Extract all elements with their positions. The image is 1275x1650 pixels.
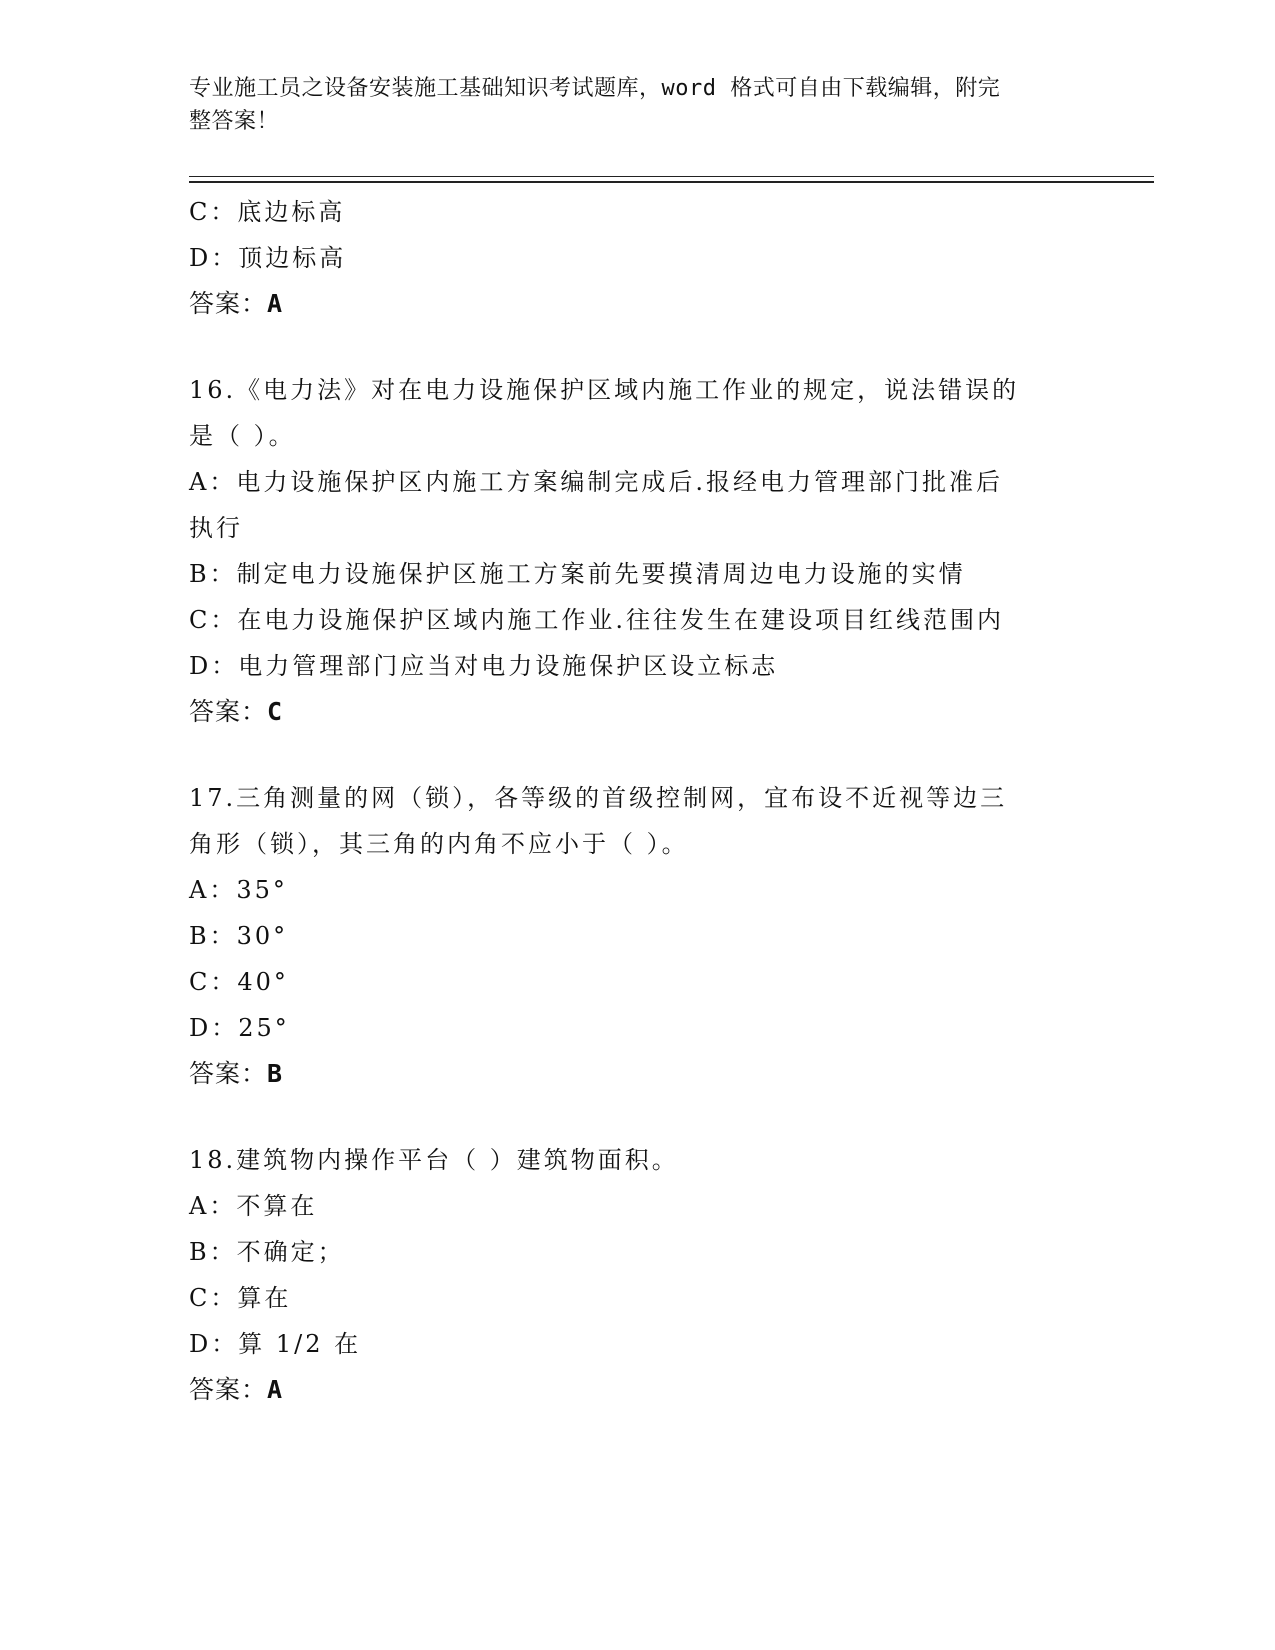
answer-value: A xyxy=(267,289,284,318)
answer-line xyxy=(189,1367,1089,1413)
question-stem: 是（ ）。 xyxy=(189,422,296,450)
option-d: D：25° xyxy=(189,1014,290,1042)
header-line-2: 整答案！ xyxy=(189,109,280,134)
question-stem: 17.三角测量的网（锁），各等级的首级控制网，宜布设不近视等边三 xyxy=(189,784,1008,812)
document-header xyxy=(189,72,1069,138)
option-c: C：底边标高 xyxy=(189,198,346,226)
header-divider-thin xyxy=(189,176,1154,177)
option-d: D：算 1/2 在 xyxy=(189,1330,362,1358)
answer-value: C xyxy=(267,697,284,726)
option-b: B：30° xyxy=(189,922,289,950)
question-17 xyxy=(189,775,1089,1097)
option-a: A：不算在 xyxy=(189,1192,318,1220)
header-line-1: 专业施工员之设备安装施工基础知识考试题库，word 格式可自由下载编辑，附完 xyxy=(189,76,1001,101)
option-d: D：电力管理部门应当对电力设施保护区设立标志 xyxy=(189,652,779,680)
question-15-tail xyxy=(189,189,1089,327)
header-divider-thick xyxy=(189,181,1154,183)
option-b: B：制定电力设施保护区施工方案前先要摸清周边电力设施的实情 xyxy=(189,560,966,588)
option-c: C：40° xyxy=(189,968,289,996)
question-stem: 角形（锁），其三角的内角不应小于（ ）。 xyxy=(189,830,689,858)
question-list xyxy=(189,189,1089,1413)
question-18 xyxy=(189,1137,1089,1413)
question-stem: 18.建筑物内操作平台（ ）建筑物面积。 xyxy=(189,1146,679,1174)
option-a: A：电力设施保护区内施工方案编制完成后.报经电力管理部门批准后 xyxy=(189,468,1003,496)
answer-label: 答案： xyxy=(189,289,268,318)
answer-line xyxy=(189,281,1089,327)
option-a-continued: 执行 xyxy=(189,514,243,542)
answer-label: 答案： xyxy=(189,1375,268,1404)
option-b: B：不确定； xyxy=(189,1238,345,1266)
option-c: C：在电力设施保护区域内施工作业.往往发生在建设项目红线范围内 xyxy=(189,606,1004,634)
answer-line xyxy=(189,689,1089,735)
answer-value: B xyxy=(267,1059,284,1088)
question-stem: 16.《电力法》对在电力设施保护区域内施工作业的规定，说法错误的 xyxy=(189,376,1020,404)
answer-label: 答案： xyxy=(189,1059,268,1088)
option-a: A：35° xyxy=(189,876,288,904)
answer-value: A xyxy=(267,1375,284,1404)
question-16 xyxy=(189,367,1089,735)
option-c: C：算在 xyxy=(189,1284,292,1312)
answer-line xyxy=(189,1051,1089,1097)
answer-label: 答案： xyxy=(189,697,268,726)
option-d: D：顶边标高 xyxy=(189,244,347,272)
